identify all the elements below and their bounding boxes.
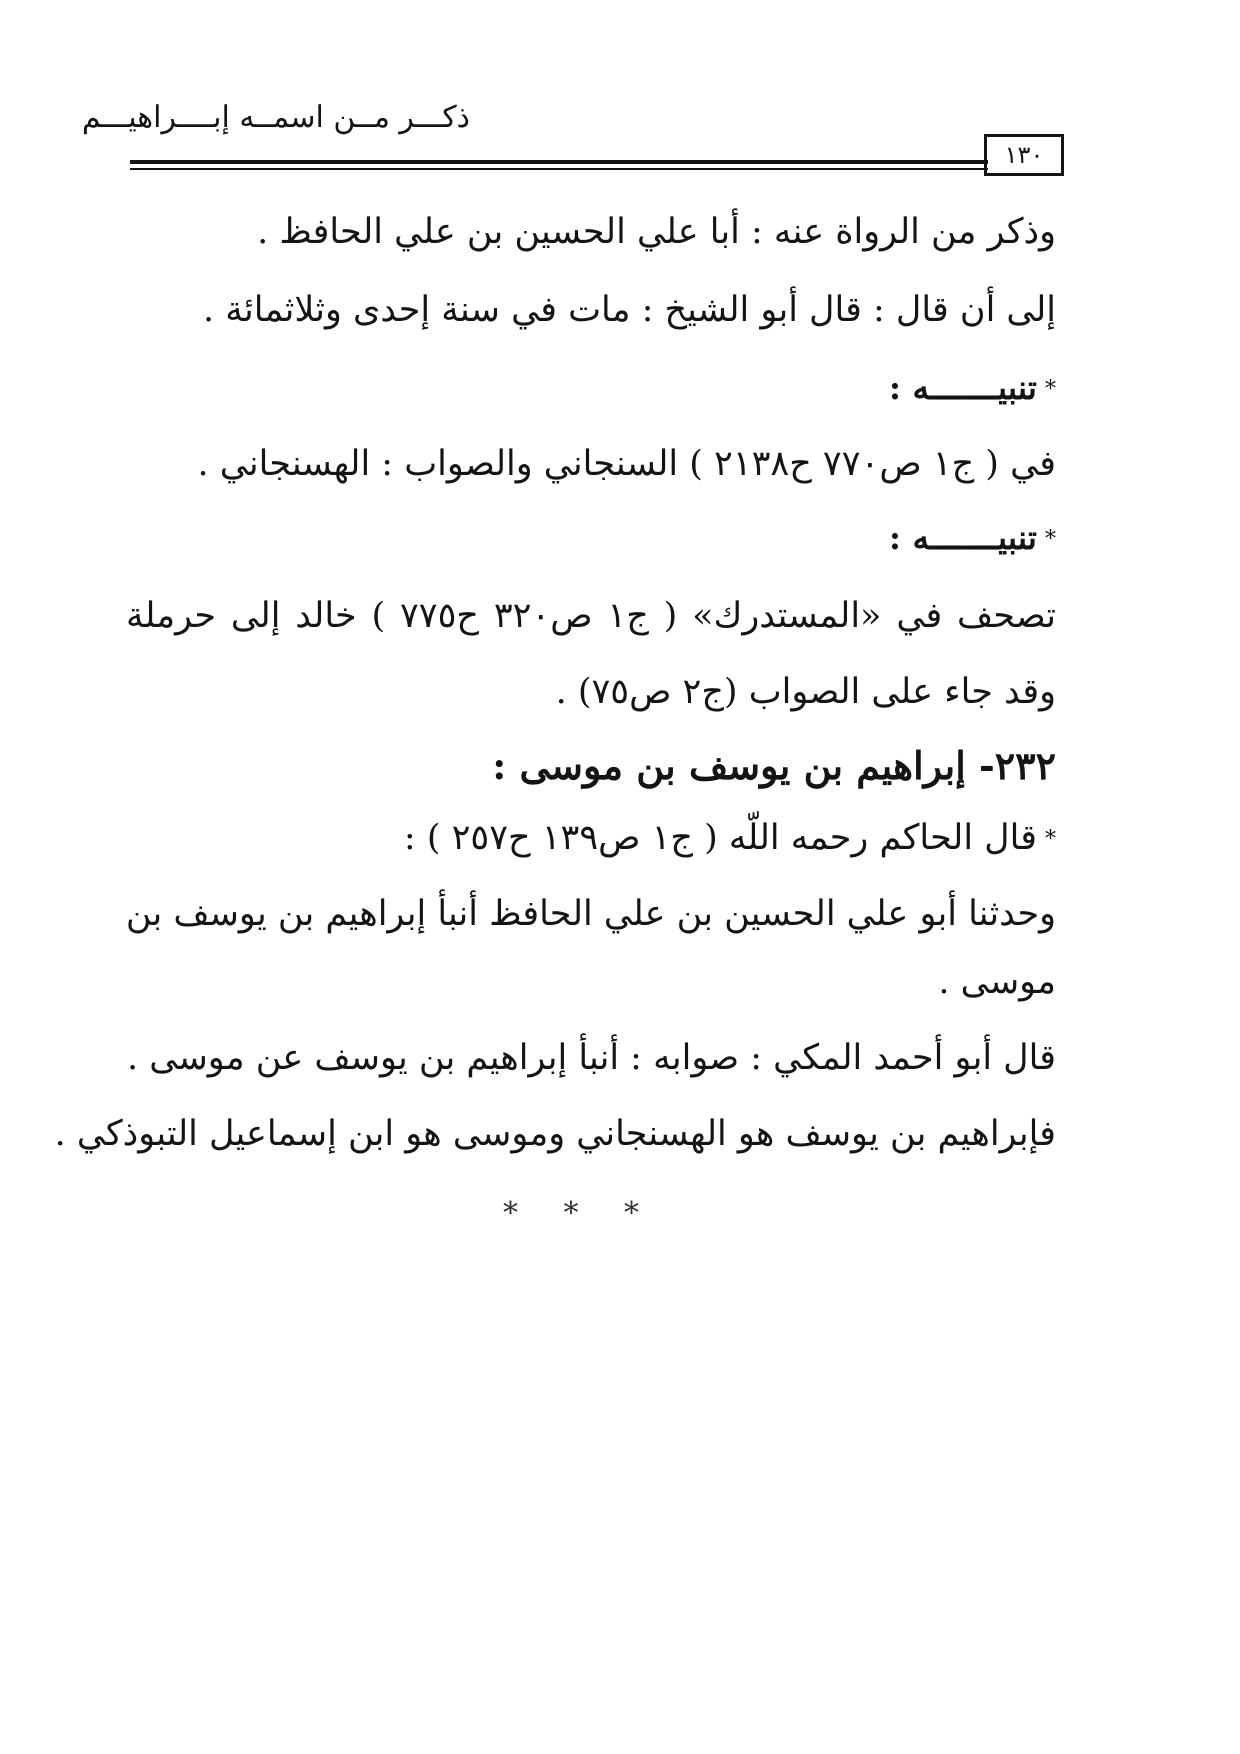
text-line-2: إلى أن قال : قال أبو الشيخ : مات في سنة إحدى وثلاثمائة . [202,290,1056,330]
note-heading-1 [889,362,1056,416]
note-marker: * [1045,377,1056,402]
note-marker: * [1045,527,1056,552]
section-separator: * * * [502,1196,658,1231]
note-heading-text: تنبيـــــــه : [888,518,1037,557]
text-line-3: في ( ج١ ص٧٧٠ ح٢١٣٨ ) السنجاني والصواب : الهسنجاني . [197,444,1056,484]
note-heading-2 [889,512,1056,566]
text-line-1: وذكر من الرواة عنه : أبا علي الحسين بن علي الحافظ . [257,212,1056,252]
text-line-8: موسى . [938,962,1056,1002]
text-line-6 [404,812,1056,866]
header-rule-thick [130,160,988,164]
text-line-6-text: قال الحاكم رحمه اللّه ( ج١ ص١٣٩ ح٢٥٧ ) : [403,818,1037,858]
text-line-4: تصحف في «المستدرك» ( ج١ ص٣٢٠ ح٧٧٥ ) خالد إلى حرملة [126,596,1056,636]
page-number: ١٣٠ [984,134,1064,176]
note-marker: * [1045,826,1056,852]
entry-heading: ٢٣٢- إبراهيم بن يوسف بن موسى : [492,743,1056,788]
text-line-5: وقد جاء على الصواب (ج٢ ص٧٥) . [555,672,1056,712]
header-rule-thin [130,168,988,170]
note-heading-text: تنبيـــــــه : [888,368,1037,407]
text-line-7: وحدثنا أبو علي الحسين بن علي الحافظ أنبأ إبراهيم بن يوسف بن [125,894,1056,934]
running-title: ذكـــر مــن اسمــه إبــــراهيـــم [81,100,470,135]
text-line-10: فإبراهيم بن يوسف هو الهسنجاني وموسى هو ابن إسماعيل التبوذكي . [54,1114,1056,1154]
text-line-9: قال أبو أحمد المكي : صوابه : أنبأ إبراهيم بن يوسف عن موسى . [127,1038,1056,1078]
